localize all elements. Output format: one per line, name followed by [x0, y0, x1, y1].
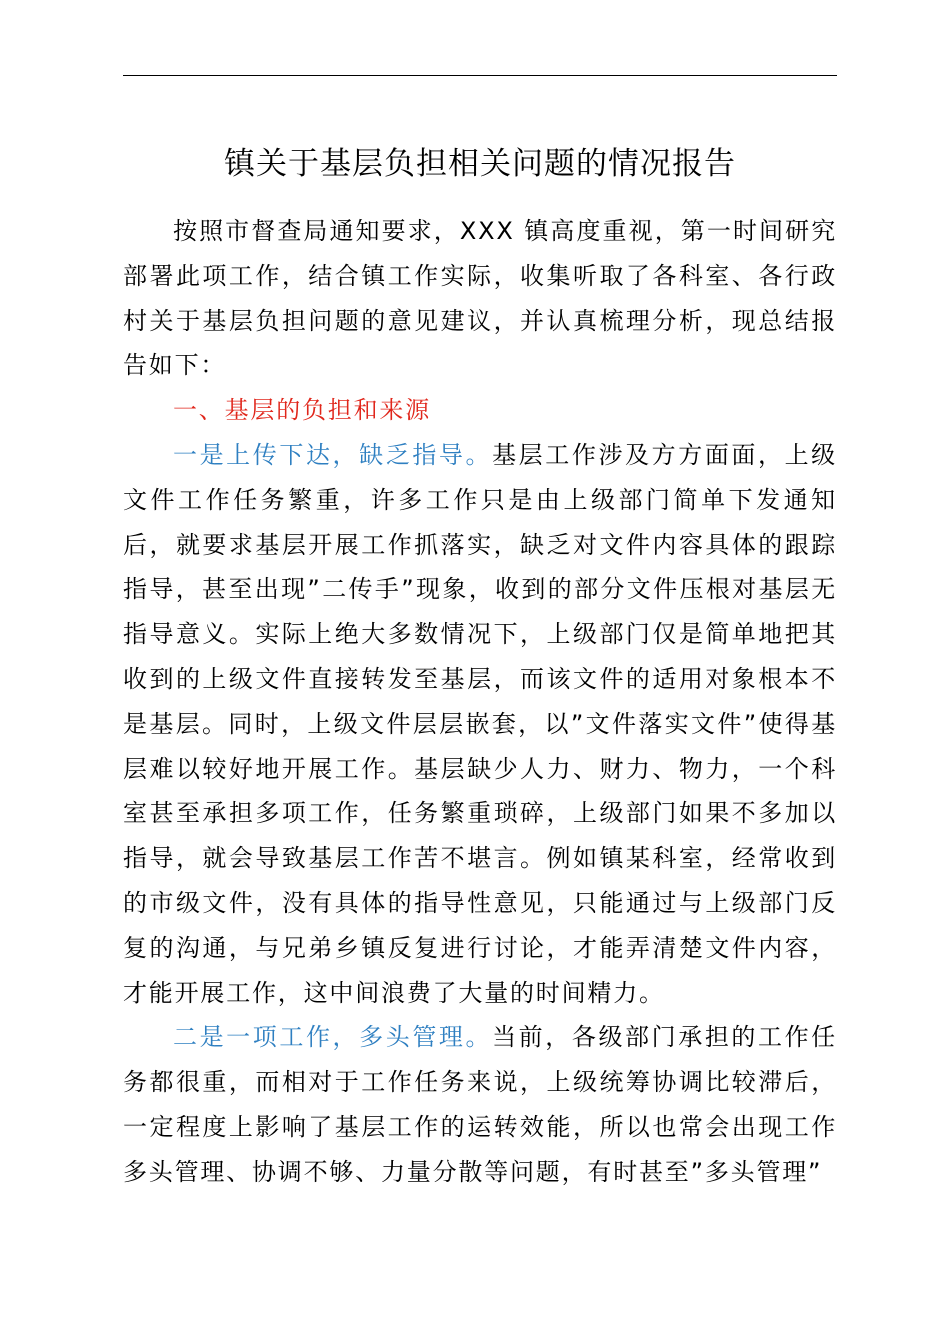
point-two-lead: 二是一项工作，多头管理。: [173, 1023, 493, 1052]
section-heading: 一、基层的负担和来源: [173, 396, 431, 425]
point-two-body: 当前，各级部门承担的工作任务都很重，而相对于工作任务来说，上级统筹协调比较滞后，一定程度上影响了基层工作的运转效能，所以也常会出现工作多头管理、协调不够、力量分散等问题，有时甚至”多头管理”: [123, 1023, 837, 1186]
document-body: [123, 209, 837, 1195]
point-one-lead: 一是上传下达，缺乏指导。: [173, 440, 493, 469]
point-one-paragraph: [123, 433, 837, 1015]
document-title: 镇关于基层负担相关问题的情况报告: [224, 146, 736, 182]
point-one-body: 基层工作涉及方方面面，上级文件工作任务繁重，许多工作只是由上级部门简单下发通知后，就要求基层开展工作抓落实，缺乏对文件内容具体的跟踪指导，甚至出现”二传手”现象，收到的部分文件压根对基层无指导意义。实际上绝大多数情况下，上级部门仅是简单地把其收到的上级文件直接转发至基层，而该文件的适用对象根本不是基层。同时，上级文件层层嵌套，以”文件落实文件”使得基层难以较好地开展工作。基层缺少人力、财力、物力，一个科室甚至承担多项工作，任务繁重琐碎，上级部门如果不多加以指导，就会导致基层工作苦不堪言。例如镇某科室，经常收到的市级文件，没有具体的指导性意见，只能通过与上级部门反复的沟通，与兄弟乡镇反复进行讨论，才能弄清楚文件内容，才能开展工作，这中间浪费了大量的时间精力。: [123, 440, 837, 1007]
point-two-paragraph: [123, 1015, 837, 1194]
header-rule: [123, 75, 837, 76]
intro-paragraph: 按照市督查局通知要求，XXX 镇高度重视，第一时间研究部署此项工作，结合镇工作实际，收集听取了各科室、各行政村关于基层负担问题的意见建议，并认真梳理分析，现总结报告如下：: [123, 217, 837, 380]
